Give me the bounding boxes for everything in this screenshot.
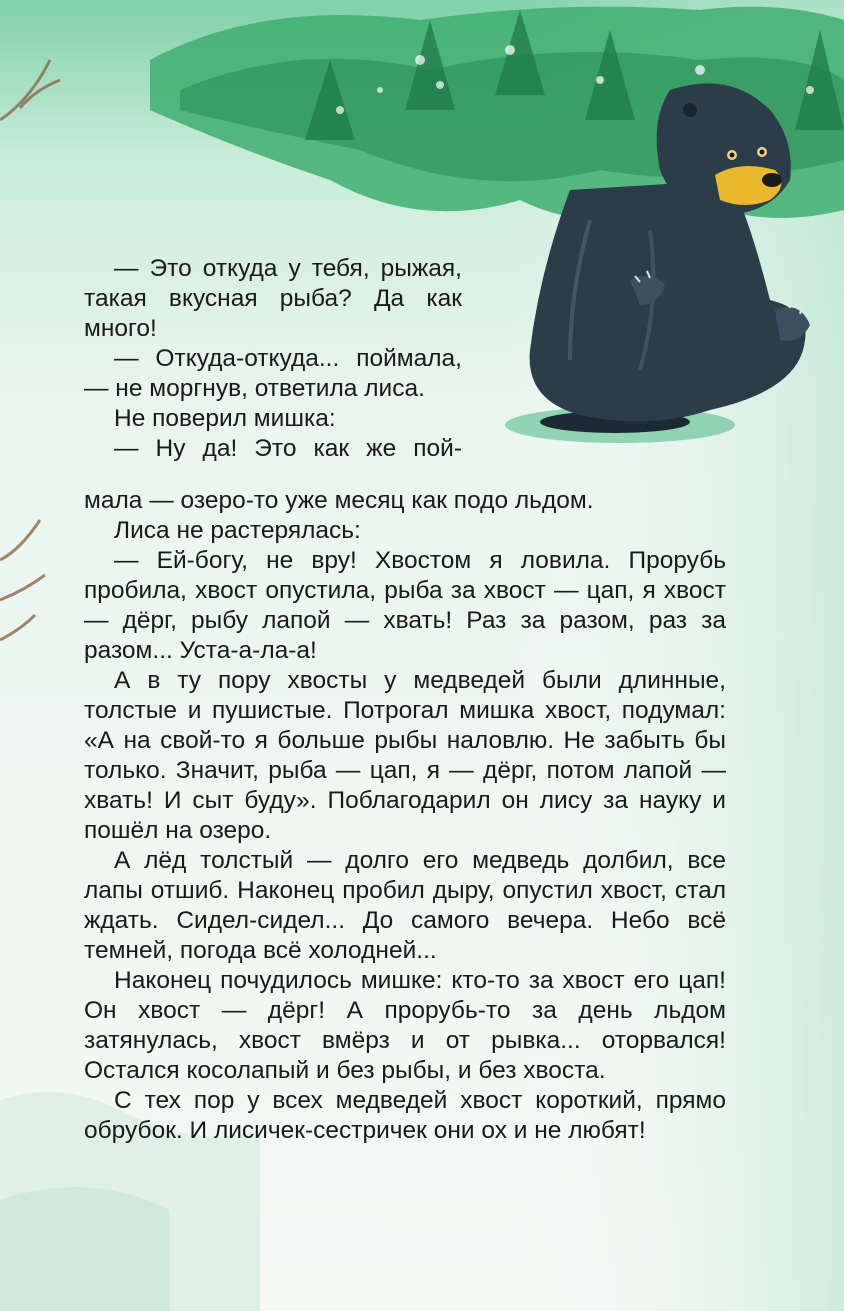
paragraph: Лиса не растерялась: <box>114 517 361 544</box>
paragraph: — Ей-богу, не вру! Хвостом я ловила. Прорубь пробила, хвост опустила, рыба за хвост — цап, я хвост — дёрг, рыбу лапой — хвать! Раз за разом, раз за разом... Уста-а-ла-а! <box>84 547 726 664</box>
paragraph: А лёд толстый — долго его медведь долбил, все лапы отшиб. Наконец пробил дыру, опустил хвост, стал ждать. Сидел-сидел... До самого вечера. Небо всё темней, погода всё холодней... <box>84 847 726 964</box>
paragraph: мала — озеро-то уже месяц как подо льдом. <box>84 487 594 514</box>
paragraph: — Это откуда у тебя, рыжая, такая вкусная рыба? Да как много! <box>84 255 462 342</box>
paragraph: Наконец почудилось мишке: кто-то за хвост его цап! Он хвост — дёрг! А прорубь-то за день льдом затянулась, хвост вмёрз и от рывка... оторвался! Остался косолапый и без рыбы, и без хвоста. <box>84 967 726 1084</box>
paragraph: С тех пор у всех медведей хвост короткий, прямо обрубок. И лисичек-сестричек они ох и не любят! <box>84 1087 726 1144</box>
paragraph: Не поверил мишка: <box>114 405 336 432</box>
bear-icon <box>500 70 830 450</box>
text-column-top <box>84 254 462 464</box>
text-column-main <box>84 486 726 1146</box>
paragraph: — Ну да! Это как же пой- <box>114 435 462 462</box>
paragraph: А в ту пору хвосты у медведей были длинные, толстые и пушистые. Потрогал мишка хвост, подумал: «А на свой-то я больше рыбы наловлю. Не забыть бы только. Значит, рыба — цап, я — дёрг, потом лапой — хвать! И сыт буду». Поблагодарил он лису за науку и пошёл на озеро. <box>84 667 726 844</box>
paragraph: — Откуда-откуда... поймала, — не моргнув, ответила лиса. <box>84 345 462 402</box>
